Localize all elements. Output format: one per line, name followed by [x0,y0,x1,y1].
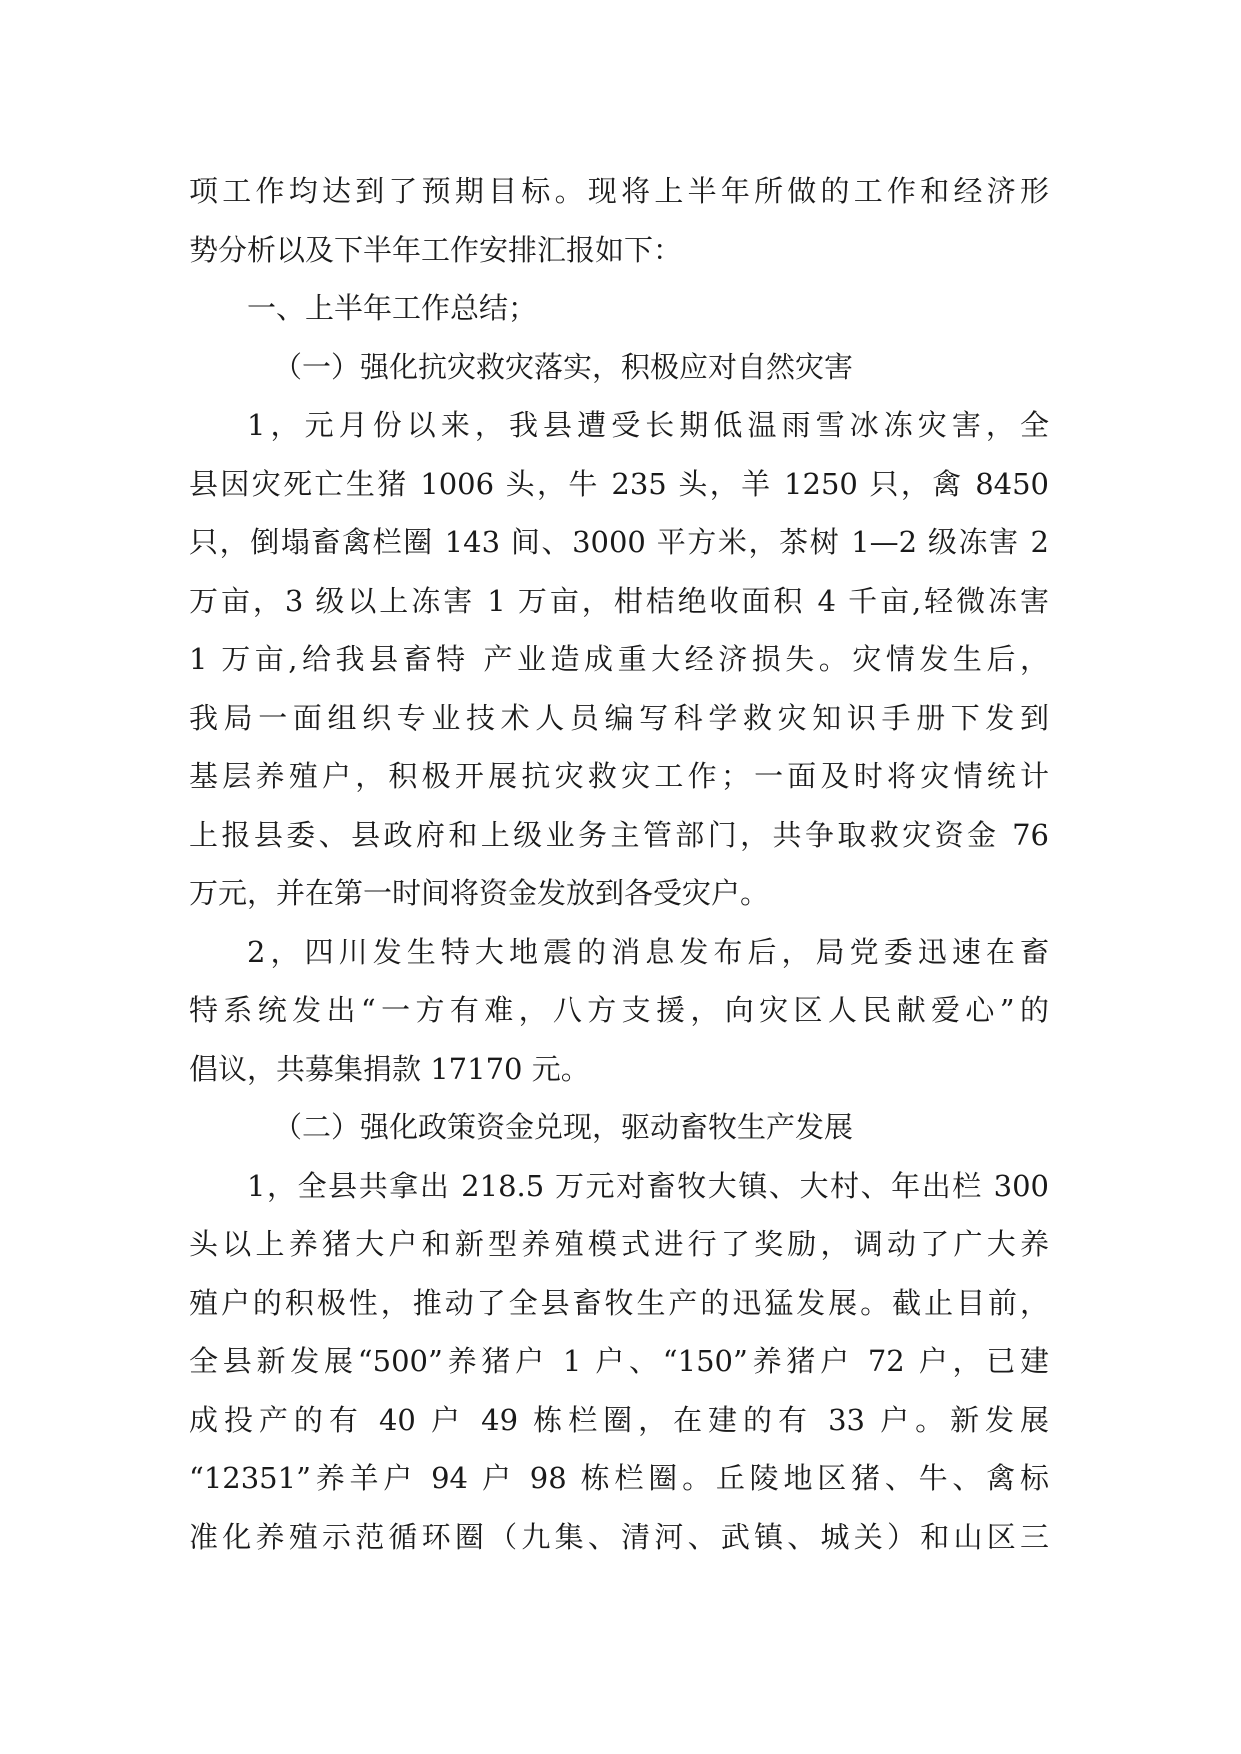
paragraph-line: 只，倒塌畜禽栏圈 143 间、3000 平方米，茶树 1—2 级冻害 2 [189,525,1049,559]
document-body [189,162,1049,1566]
subsection-heading: （二）强化政策资金兑现，驱动畜牧生产发展 [273,1110,854,1144]
paragraph-line: 1 万亩,给我县畜特 产业造成重大经济损失。灾情发生后， [189,642,1049,676]
paragraph-line: 县因灾死亡生猪 1006 头，牛 235 头，羊 1250 只，禽 8450 [189,466,1049,501]
paragraph-line: 万元，并在第一时间将资金发放到各受灾户。 [189,876,770,910]
paragraph-line: 倡议，共募集捐款 17170 元。 [189,1051,590,1086]
paragraph-line: 我局一面组织专业技术人员编写科学救灾知识手册下发到 [189,700,1049,735]
paragraph-line: 准化养殖示范循环圈（九集、清河、武镇、城关）和山区三 [189,1519,1049,1554]
paragraph-line: 1，元月份以来，我县遭受长期低温雨雪冰冻灾害，全 [247,408,1049,442]
paragraph-line: 基层养殖户，积极开展抗灾救灾工作；一面及时将灾情统计 [189,759,1049,793]
paragraph-line: 特系统发出“一方有难，八方支援，向灾区人民献爱心”的 [189,993,1049,1027]
paragraph-line: 头以上养猪大户和新型养殖模式进行了奖励，调动了广大养 [189,1227,1049,1261]
section-heading: 一、上半年工作总结； [247,291,538,325]
paragraph-line: 全县新发展“500”养猪户 1 户、“150”养猪户 72 户，已建 [189,1344,1049,1378]
paragraph-line: 成投产的有 40 户 49 栋栏圈，在建的有 33 户。新发展 [189,1402,1049,1437]
paragraph-line: 项工作均达到了预期目标。现将上半年所做的工作和经济形 [189,174,1049,208]
paragraph-line: “12351”养羊户 94 户 98 栋栏圈。丘陵地区猪、牛、禽标 [189,1461,1049,1495]
paragraph-line: 殖户的积极性，推动了全县畜牧生产的迅猛发展。截止目前， [189,1285,1049,1320]
subsection-heading: （一）强化抗灾救灾落实，积极应对自然灾害 [273,349,854,384]
paragraph-line: 2，四川发生特大地震的消息发布后，局党委迅速在畜 [247,934,1049,969]
paragraph-line: 1，全县共拿出 218.5 万元对畜牧大镇、大村、年出栏 300 [247,1168,1049,1203]
paragraph-line: 万亩，3 级以上冻害 1 万亩，柑桔绝收面积 4 千亩,轻微冻害 [189,583,1049,618]
paragraph-line: 势分析以及下半年工作安排汇报如下： [189,232,683,267]
paragraph-line: 上报县委、县政府和上级业务主管部门，共争取救灾资金 76 [189,817,1049,852]
